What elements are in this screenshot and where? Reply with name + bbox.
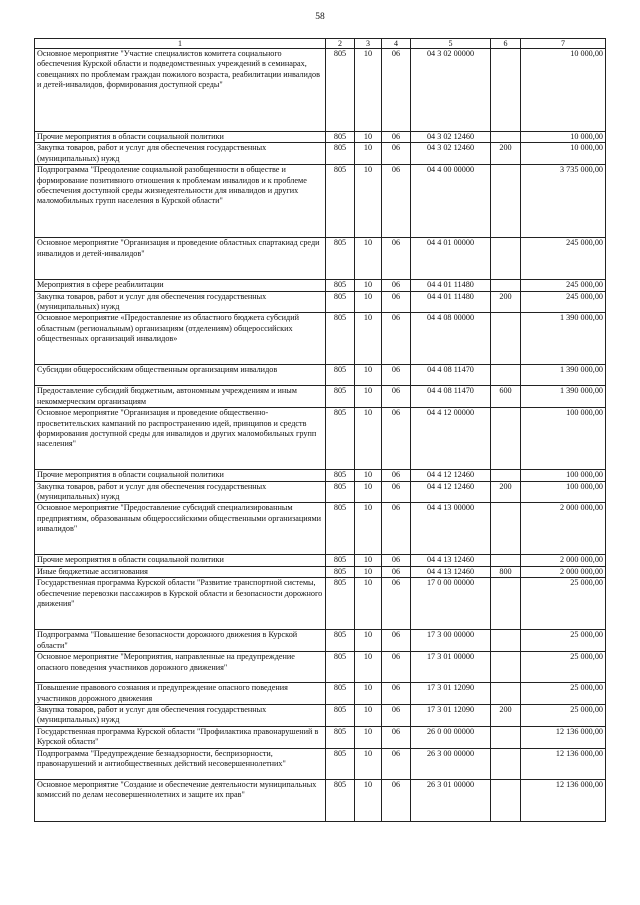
cell-subsection: 06: [382, 726, 411, 748]
cell-target-code: 04 3 02 12460: [411, 143, 491, 165]
cell-amount: 25 000,00: [521, 704, 606, 726]
cell-ministry: 805: [326, 704, 355, 726]
cell-expense-type: [491, 683, 521, 705]
cell-ministry: 805: [326, 386, 355, 408]
cell-expense-type: [491, 652, 521, 683]
table-row: [35, 470, 606, 481]
table-row: [35, 49, 606, 132]
cell-expense-type: [491, 408, 521, 470]
cell-subsection: 06: [382, 470, 411, 481]
cell-ministry: 805: [326, 238, 355, 280]
cell-section: 10: [355, 49, 382, 132]
table-row: [35, 630, 606, 652]
cell-ministry: 805: [326, 313, 355, 365]
cell-expense-type: 200: [491, 481, 521, 503]
cell-subsection: 06: [382, 238, 411, 280]
cell-section: 10: [355, 704, 382, 726]
cell-amount: 2 000 000,00: [521, 566, 606, 577]
cell-name: Основное мероприятие "Участие специалистов комитета социального обеспечения Курской области и подведомственных учреждений в семинарах, совещаниях по проблемам граждан пожилого возраста, реабилитации инвалидов и детей-инвалидов, формирования доступной среды": [35, 49, 326, 132]
cell-ministry: 805: [326, 280, 355, 291]
cell-expense-type: 200: [491, 143, 521, 165]
cell-subsection: 06: [382, 291, 411, 313]
cell-ministry: 805: [326, 779, 355, 821]
table-row: [35, 143, 606, 165]
cell-name: Иные бюджетные ассигнования: [35, 566, 326, 577]
cell-target-code: 04 4 13 12460: [411, 566, 491, 577]
cell-amount: 10 000,00: [521, 132, 606, 143]
cell-subsection: 06: [382, 578, 411, 630]
cell-subsection: 06: [382, 165, 411, 238]
cell-subsection: 06: [382, 503, 411, 555]
cell-section: 10: [355, 683, 382, 705]
cell-expense-type: [491, 630, 521, 652]
table-header-row: [35, 39, 606, 49]
cell-expense-type: [491, 280, 521, 291]
cell-name: Мероприятия в сфере реабилитации: [35, 280, 326, 291]
cell-subsection: 06: [382, 779, 411, 821]
cell-subsection: 06: [382, 132, 411, 143]
cell-section: 10: [355, 238, 382, 280]
cell-section: 10: [355, 630, 382, 652]
column-header: 4: [382, 39, 411, 49]
cell-amount: 10 000,00: [521, 49, 606, 132]
cell-expense-type: [491, 470, 521, 481]
cell-name: Прочие мероприятия в области социальной политики: [35, 470, 326, 481]
cell-amount: 100 000,00: [521, 470, 606, 481]
cell-ministry: 805: [326, 291, 355, 313]
cell-expense-type: [491, 779, 521, 821]
cell-expense-type: 200: [491, 704, 521, 726]
cell-section: 10: [355, 566, 382, 577]
cell-name: Подпрограмма "Предупреждение безнадзорности, беспризорности, правонарушений и антиобщественных действий несовершеннолетних": [35, 748, 326, 779]
table-row: [35, 365, 606, 386]
cell-subsection: 06: [382, 704, 411, 726]
cell-target-code: 17 0 00 00000: [411, 578, 491, 630]
cell-name: Подпрограмма "Повышение безопасности дорожного движения в Курской области": [35, 630, 326, 652]
cell-amount: 12 136 000,00: [521, 748, 606, 779]
cell-target-code: 04 4 01 11480: [411, 280, 491, 291]
cell-subsection: 06: [382, 652, 411, 683]
cell-expense-type: [491, 313, 521, 365]
cell-expense-type: [491, 578, 521, 630]
cell-amount: 25 000,00: [521, 683, 606, 705]
cell-expense-type: [491, 365, 521, 386]
cell-amount: 12 136 000,00: [521, 726, 606, 748]
cell-expense-type: [491, 726, 521, 748]
table-row: [35, 313, 606, 365]
cell-name: Подпрограмма "Преодоление социальной разобщенности в обществе и формирование позитивного отношения к проблемам инвалидов и к проблеме обеспечения доступной среды жизнедеятельности для инвалидов и других маломобильных групп населения в Курской области": [35, 165, 326, 238]
cell-target-code: 04 3 02 12460: [411, 132, 491, 143]
table-row: [35, 578, 606, 630]
cell-expense-type: [491, 49, 521, 132]
column-header: 6: [491, 39, 521, 49]
table-row: [35, 408, 606, 470]
cell-name: Закупка товаров, работ и услуг для обеспечения государственных (муниципальных) нужд: [35, 143, 326, 165]
cell-target-code: 04 3 02 00000: [411, 49, 491, 132]
cell-subsection: 06: [382, 683, 411, 705]
budget-table: [34, 38, 606, 822]
cell-ministry: 805: [326, 555, 355, 566]
cell-section: 10: [355, 652, 382, 683]
cell-amount: 10 000,00: [521, 143, 606, 165]
table-row: [35, 726, 606, 748]
cell-section: 10: [355, 503, 382, 555]
table-row: [35, 683, 606, 705]
cell-subsection: 06: [382, 313, 411, 365]
cell-amount: 245 000,00: [521, 291, 606, 313]
cell-amount: 245 000,00: [521, 238, 606, 280]
cell-ministry: 805: [326, 470, 355, 481]
cell-ministry: 805: [326, 748, 355, 779]
cell-target-code: 04 4 01 00000: [411, 238, 491, 280]
cell-subsection: 06: [382, 280, 411, 291]
cell-target-code: 26 3 01 00000: [411, 779, 491, 821]
table-row: [35, 291, 606, 313]
cell-name: Закупка товаров, работ и услуг для обеспечения государственных (муниципальных) нужд: [35, 704, 326, 726]
cell-target-code: 04 4 12 12460: [411, 470, 491, 481]
table-row: [35, 280, 606, 291]
table-row: [35, 704, 606, 726]
cell-ministry: 805: [326, 365, 355, 386]
cell-expense-type: [491, 132, 521, 143]
cell-target-code: 04 4 08 11470: [411, 365, 491, 386]
cell-section: 10: [355, 481, 382, 503]
cell-name: Основное мероприятие "Мероприятия, направленные на предупреждение опасного поведения участников дорожного движения": [35, 652, 326, 683]
cell-subsection: 06: [382, 365, 411, 386]
cell-target-code: 04 4 12 00000: [411, 408, 491, 470]
cell-section: 10: [355, 578, 382, 630]
cell-section: 10: [355, 408, 382, 470]
cell-amount: 245 000,00: [521, 280, 606, 291]
cell-amount: 3 735 000,00: [521, 165, 606, 238]
column-header: 5: [411, 39, 491, 49]
cell-amount: 25 000,00: [521, 578, 606, 630]
cell-target-code: 17 3 01 00000: [411, 652, 491, 683]
cell-amount: 1 390 000,00: [521, 386, 606, 408]
cell-amount: 1 390 000,00: [521, 365, 606, 386]
cell-name: Основное мероприятие "Создание и обеспечение деятельности муниципальных комиссий по делам несовершеннолетних и защите их прав": [35, 779, 326, 821]
table-row: [35, 503, 606, 555]
cell-subsection: 06: [382, 630, 411, 652]
cell-ministry: 805: [326, 566, 355, 577]
cell-ministry: 805: [326, 132, 355, 143]
cell-expense-type: [491, 165, 521, 238]
cell-expense-type: 800: [491, 566, 521, 577]
table-row: [35, 748, 606, 779]
cell-target-code: 17 3 01 12090: [411, 704, 491, 726]
cell-target-code: 04 4 08 11470: [411, 386, 491, 408]
cell-expense-type: [491, 503, 521, 555]
cell-section: 10: [355, 748, 382, 779]
cell-name: Закупка товаров, работ и услуг для обеспечения государственных (муниципальных) нужд: [35, 481, 326, 503]
table-row: [35, 132, 606, 143]
cell-subsection: 06: [382, 566, 411, 577]
cell-amount: 2 000 000,00: [521, 503, 606, 555]
table-row: [35, 779, 606, 821]
cell-section: 10: [355, 143, 382, 165]
cell-subsection: 06: [382, 143, 411, 165]
cell-subsection: 06: [382, 481, 411, 503]
cell-ministry: 805: [326, 165, 355, 238]
cell-amount: 100 000,00: [521, 481, 606, 503]
cell-name: Закупка товаров, работ и услуг для обеспечения государственных (муниципальных) нужд: [35, 291, 326, 313]
column-header: 2: [326, 39, 355, 49]
cell-ministry: 805: [326, 481, 355, 503]
cell-amount: 25 000,00: [521, 652, 606, 683]
cell-name: Основное мероприятие «Предоставление из областного бюджета субсидий областным (региональным) организациям (отделениям) общероссийских общественных организаций инвалидов»: [35, 313, 326, 365]
cell-target-code: 26 0 00 00000: [411, 726, 491, 748]
cell-section: 10: [355, 313, 382, 365]
cell-target-code: 04 4 13 12460: [411, 555, 491, 566]
table-row: [35, 652, 606, 683]
cell-expense-type: 200: [491, 291, 521, 313]
cell-name: Государственная программа Курской области "Развитие транспортной системы, обеспечение перевозки пассажиров в Курской области и безопасности дорожного движения": [35, 578, 326, 630]
cell-target-code: 04 4 08 00000: [411, 313, 491, 365]
cell-name: Прочие мероприятия в области социальной политики: [35, 555, 326, 566]
cell-ministry: 805: [326, 49, 355, 132]
cell-subsection: 06: [382, 408, 411, 470]
cell-section: 10: [355, 726, 382, 748]
cell-target-code: 26 3 00 00000: [411, 748, 491, 779]
cell-amount: 100 000,00: [521, 408, 606, 470]
cell-ministry: 805: [326, 143, 355, 165]
cell-amount: 2 000 000,00: [521, 555, 606, 566]
table-body: [35, 49, 606, 822]
cell-subsection: 06: [382, 748, 411, 779]
cell-ministry: 805: [326, 726, 355, 748]
cell-expense-type: [491, 238, 521, 280]
table-row: [35, 481, 606, 503]
cell-ministry: 805: [326, 578, 355, 630]
cell-section: 10: [355, 280, 382, 291]
cell-ministry: 805: [326, 683, 355, 705]
cell-ministry: 805: [326, 503, 355, 555]
cell-section: 10: [355, 132, 382, 143]
page-number: 58: [315, 12, 325, 22]
cell-name: Основное мероприятие "Организация и проведение областных спартакиад среди инвалидов и детей-инвалидов": [35, 238, 326, 280]
cell-section: 10: [355, 779, 382, 821]
cell-section: 10: [355, 291, 382, 313]
cell-expense-type: [491, 555, 521, 566]
cell-target-code: 04 4 13 00000: [411, 503, 491, 555]
table-row: [35, 555, 606, 566]
table-row: [35, 238, 606, 280]
cell-name: Государственная программа Курской области "Профилактика правонарушений в Курской области": [35, 726, 326, 748]
cell-name: Основное мероприятие "Организация и проведение общественно-просветительских кампаний по распространению идей, принципов и средств формирования доступной среды для инвалидов и других маломобильных групп населения": [35, 408, 326, 470]
column-header: 3: [355, 39, 382, 49]
cell-amount: 12 136 000,00: [521, 779, 606, 821]
cell-target-code: 17 3 01 12090: [411, 683, 491, 705]
cell-expense-type: 600: [491, 386, 521, 408]
column-header: 7: [521, 39, 606, 49]
cell-section: 10: [355, 470, 382, 481]
cell-subsection: 06: [382, 386, 411, 408]
cell-subsection: 06: [382, 555, 411, 566]
column-header: 1: [35, 39, 326, 49]
cell-ministry: 805: [326, 630, 355, 652]
cell-target-code: 17 3 00 00000: [411, 630, 491, 652]
cell-target-code: 04 4 01 11480: [411, 291, 491, 313]
cell-section: 10: [355, 386, 382, 408]
table-row: [35, 165, 606, 238]
cell-ministry: 805: [326, 408, 355, 470]
cell-target-code: 04 4 00 00000: [411, 165, 491, 238]
cell-name: Предоставление субсидий бюджетным, автономным учреждениям и иным некоммерческим организациям: [35, 386, 326, 408]
cell-name: Основное мероприятие "Предоставление субсидий специализированным предприятиям, образованным общероссийскими общественными организациями инвалидов": [35, 503, 326, 555]
cell-expense-type: [491, 748, 521, 779]
table-row: [35, 566, 606, 577]
cell-name: Прочие мероприятия в области социальной политики: [35, 132, 326, 143]
cell-target-code: 04 4 12 12460: [411, 481, 491, 503]
cell-ministry: 805: [326, 652, 355, 683]
cell-amount: 25 000,00: [521, 630, 606, 652]
cell-section: 10: [355, 165, 382, 238]
cell-section: 10: [355, 555, 382, 566]
cell-name: Субсидии общероссийским общественным организациям инвалидов: [35, 365, 326, 386]
cell-amount: 1 390 000,00: [521, 313, 606, 365]
cell-section: 10: [355, 365, 382, 386]
table-row: [35, 386, 606, 408]
cell-name: Повышение правового сознания и предупреждение опасного поведения участников дорожного движения: [35, 683, 326, 705]
cell-subsection: 06: [382, 49, 411, 132]
